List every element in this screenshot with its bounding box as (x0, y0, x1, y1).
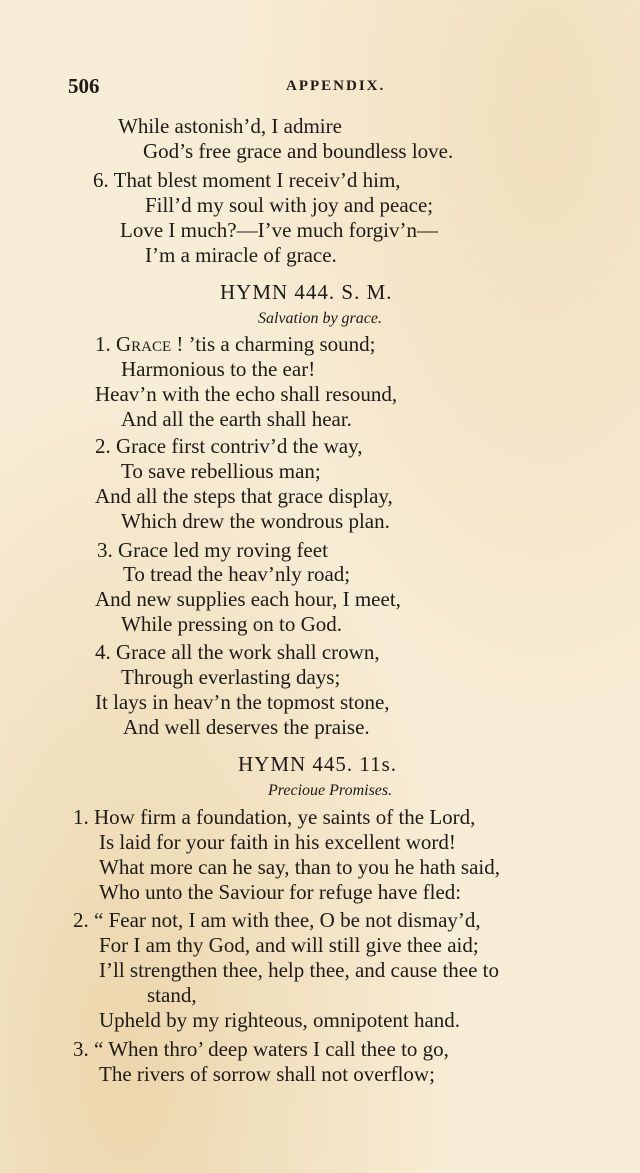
verse-line: I’m a miracle of grace. (145, 243, 337, 267)
running-header (68, 74, 588, 98)
verse-line: For I am thy God, and will still give thee aid; (99, 933, 479, 957)
verse-line: The rivers of sorrow shall not overflow; (99, 1062, 435, 1086)
verse-line: And new supplies each hour, I meet, (95, 587, 401, 611)
verse-line: Upheld by my righteous, omnipotent hand. (99, 1008, 461, 1032)
verse-line: While pressing on to God. (121, 612, 343, 636)
verse-line: Through everlasting days; (121, 665, 341, 689)
initial-word: Grace (116, 332, 172, 356)
verse-line: Heav’n with the echo shall resound, (95, 382, 398, 406)
hymn-subtitle: Precioue Promises. (268, 782, 393, 799)
verse-line: God’s free grace and boundless love. (143, 139, 454, 163)
hymn-subtitle: Salvation by grace. (258, 310, 382, 327)
verse-line: 3. “ When thro’ deep waters I call thee to go, (73, 1037, 449, 1061)
page-number: 506 (68, 74, 100, 98)
verse-line: What more can he say, than to you he hath said, (99, 855, 501, 879)
verse-line: To save rebellious man; (121, 459, 321, 483)
verse-line (95, 332, 376, 356)
verse-line: 3. Grace led my roving feet (97, 538, 328, 562)
running-title: APPENDIX. (286, 78, 386, 94)
hymn-title: HYMN 445. 11s. (238, 752, 398, 776)
verse-line: 2. “ Fear not, I am with thee, O be not dismay’d, (73, 908, 481, 932)
verse-line: Harmonious to the ear! (121, 357, 316, 381)
verse-line: Who unto the Saviour for refuge have fled: (99, 880, 462, 904)
verse-line: It lays in heav’n the topmost stone, (95, 690, 390, 714)
verse-line: To tread the heav’nly road; (123, 562, 351, 586)
verse-line: I’ll strengthen thee, help thee, and cause thee to (99, 958, 500, 982)
verse-line: 4. Grace all the work shall crown, (95, 640, 380, 664)
verse-number: 1. (95, 332, 111, 356)
verse-line: 6. That blest moment I receiv’d him, (93, 168, 401, 192)
verse-line: And well deserves the praise. (123, 715, 370, 739)
verse-line: Love I much?—I’ve much forgiv’n— (120, 218, 439, 242)
verse-line: And all the steps that grace display, (95, 484, 393, 508)
verse-line: While astonish’d, I admire (118, 114, 342, 138)
hymn-title: HYMN 444. S. M. (220, 280, 393, 304)
verse-line: Is laid for your faith in his excellent word! (99, 830, 456, 854)
verse-line: Fill’d my soul with joy and peace; (145, 193, 434, 217)
verse-line: Which drew the wondrous plan. (121, 509, 390, 533)
verse-text: ! ’tis a charming sound; (176, 332, 376, 356)
verse-line: And all the earth shall hear. (121, 407, 352, 431)
verse-line: stand, (147, 983, 197, 1007)
verse-line: 2. Grace first contriv’d the way, (95, 434, 363, 458)
verse-line: 1. How firm a foundation, ye saints of the Lord, (73, 805, 476, 829)
